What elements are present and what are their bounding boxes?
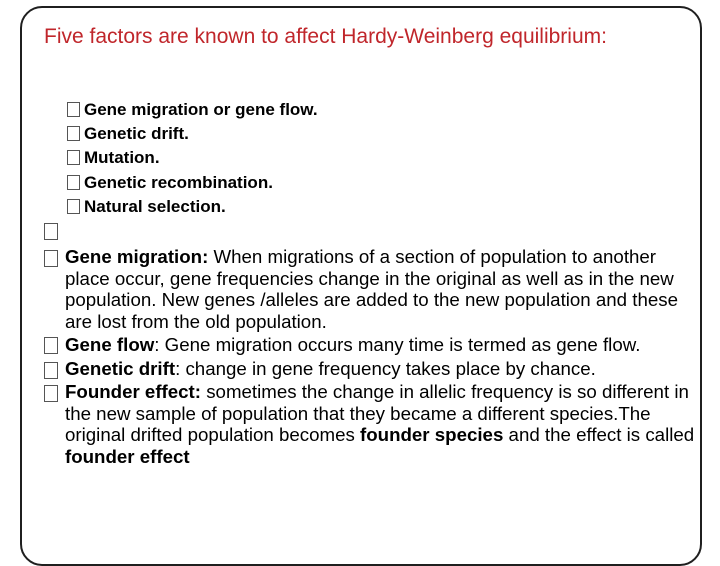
factor-label: Genetic drift. — [84, 124, 189, 144]
slide-title: Five factors are known to affect Hardy-Weinberg equilibrium: — [44, 25, 607, 48]
factor-label: Natural selection. — [84, 196, 226, 216]
factor-label: Genetic recombination. — [84, 172, 273, 192]
definition-term: Genetic drift — [65, 358, 176, 380]
factor-label: Mutation. — [84, 148, 160, 168]
definition-term: Gene flow — [65, 334, 155, 356]
factor-item — [67, 122, 318, 146]
definition-list — [44, 222, 704, 467]
bullet-box-icon — [44, 362, 58, 379]
bullet-box-icon — [44, 385, 58, 402]
empty-bullet-row — [44, 222, 704, 246]
definition-text: sometimes the change in allelic frequency is so different in the new sample of population that they became a different species.The original drifted population becomes — [65, 380, 689, 446]
definition-text: When migrations of a section of population to another place occur, gene frequencies change in the original as well as in the new population. New genes /alleles are added to the new population and these are lost from the old population. — [65, 246, 678, 332]
definition-item — [44, 333, 704, 357]
bullet-box-icon — [44, 250, 58, 267]
bullet-box-icon — [67, 126, 80, 141]
factor-item — [67, 98, 318, 122]
factor-item — [67, 195, 318, 219]
definition-text: and the effect is called — [503, 424, 695, 446]
factor-item — [67, 146, 318, 170]
definition-text: : Gene migration occurs many time is termed as gene flow. — [154, 334, 641, 356]
bullet-box-icon — [44, 337, 58, 354]
definition-term: founder effect — [65, 445, 190, 467]
bullet-box-icon — [44, 223, 58, 240]
definition-text: : change in gene frequency takes place by chance. — [175, 358, 596, 380]
definition-term: founder species — [360, 424, 504, 446]
bullet-box-icon — [67, 102, 80, 117]
bullet-box-icon — [67, 150, 80, 165]
factor-label: Gene migration or gene flow. — [84, 100, 318, 119]
factor-list — [67, 98, 318, 219]
bullet-box-icon — [67, 175, 80, 190]
bullet-box-icon — [67, 199, 80, 214]
factor-item — [67, 171, 318, 195]
definition-item — [44, 358, 704, 380]
definition-item — [44, 381, 704, 467]
definition-item — [44, 246, 704, 332]
definition-term: Gene migration: — [65, 246, 209, 267]
definition-term: Founder effect: — [65, 380, 202, 402]
